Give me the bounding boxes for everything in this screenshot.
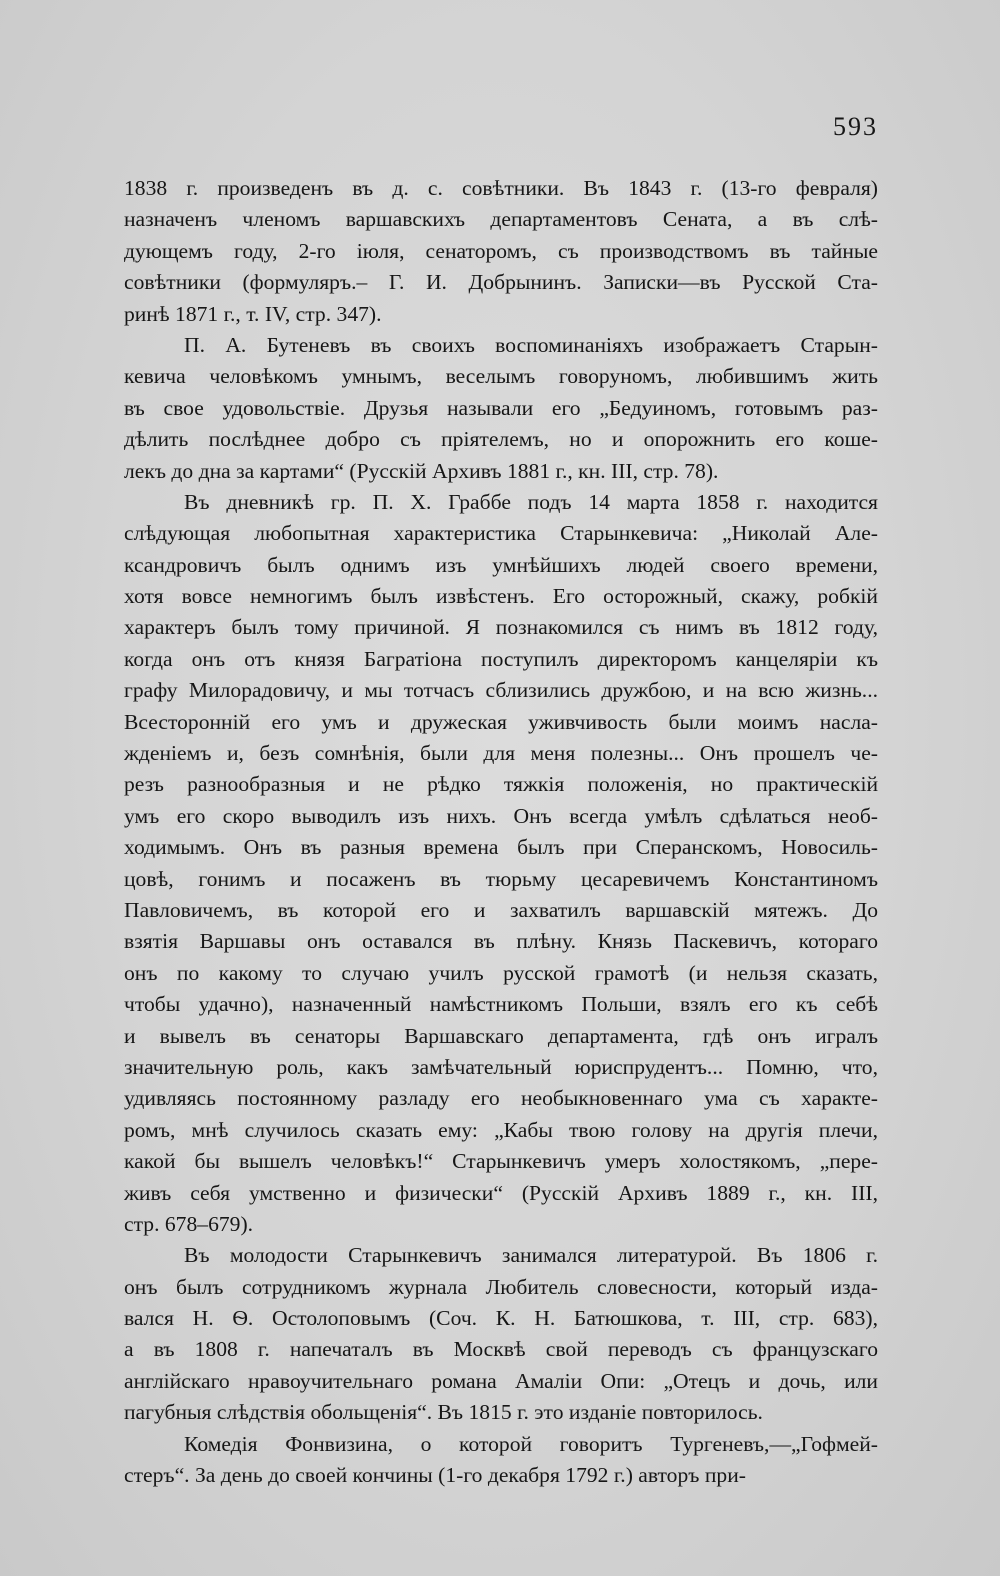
text-line: онъ былъ сотрудникомъ журнала Любитель словесности, который изда-	[124, 1274, 878, 1299]
paragraph	[124, 487, 878, 1240]
text-line: стеръ“. За день до своей кончины (1-го декабря 1792 г.) авторъ при-	[124, 1463, 746, 1488]
text-line: какой бы вышелъ человѣкъ!“ Старынкевичъ умеръ холостякомъ, „пере-	[124, 1149, 878, 1174]
text-line: взятія Варшавы онъ оставался въ плѣну. Князь Паскевичъ, котораго	[124, 929, 878, 954]
text-line: въ свое удовольствіе. Друзья называли его „Бедуиномъ, готовымъ раз-	[124, 395, 878, 420]
text-line: Комедія Фонвизина, о которой говоритъ Тургеневъ,—„Гофмей-	[184, 1431, 878, 1456]
text-line: стр. 678–679).	[124, 1211, 254, 1236]
text-line: Всесторонній его умъ и дружеская уживчивость были моимъ насла-	[124, 709, 878, 734]
text-line: ксандровичъ былъ однимъ изъ умнѣйшихъ людей своего времени,	[124, 552, 878, 577]
text-line: удивляясь постоянному разладу его необыкновеннаго ума съ характе-	[124, 1086, 878, 1111]
text-line: когда онъ отъ князя Багратіона поступилъ директоромъ канцеляріи къ	[124, 646, 878, 671]
paragraph	[124, 1240, 878, 1428]
text-line: дующемъ году, 2-го іюля, сенаторомъ, съ производствомъ въ тайные	[124, 238, 878, 263]
text-line: кевича человѣкомъ умнымъ, веселымъ говоруномъ, любившимъ жить	[124, 364, 878, 389]
paragraph	[124, 330, 878, 487]
text-line: Въ дневникѣ гр. П. Х. Граббе подъ 14 марта 1858 г. находится	[184, 489, 878, 514]
text-line: а въ 1808 г. напечаталъ въ Москвѣ свой переводъ съ французскаго	[124, 1337, 878, 1362]
text-line: 1838 г. произведенъ въ д. с. совѣтники. Въ 1843 г. (13-го февраля)	[124, 176, 878, 200]
text-line: П. А. Бутеневъ въ своихъ воспоминаніяхъ изображаетъ Старын-	[184, 332, 878, 357]
paragraph	[124, 173, 878, 330]
text-line: Въ молодости Старынкевичъ занимался литературой. Въ 1806 г.	[184, 1243, 878, 1268]
text-line: пагубныя слѣдствія обольщенія“. Въ 1815 г. это изданіе повторилось.	[124, 1400, 763, 1425]
page-number: 593	[833, 112, 878, 141]
body-text	[124, 173, 878, 1491]
text-line: совѣтники (формуляръ.– Г. И. Добрынинъ. Записки—въ Русской Ста-	[124, 270, 878, 295]
text-line: лекъ до дна за картами“ (Русскій Архивъ 1881 г., кн. III, стр. 78).	[124, 458, 719, 483]
text-line: англійскаго нравоучительнаго романа Амаліи Опи: „Отецъ и дочь, или	[124, 1368, 878, 1393]
text-line: ринѣ 1871 г., т. IV, стр. 347).	[124, 301, 382, 326]
text-line: чтобы удачно), назначенный намѣстникомъ Польши, взялъ его къ себѣ	[124, 992, 878, 1017]
text-line: жденіемъ и, безъ сомнѣнія, были для меня полезны... Онъ прошелъ че-	[124, 741, 878, 766]
text-line: хотя вовсе немногимъ былъ извѣстенъ. Его осторожный, скажу, робкій	[124, 584, 878, 609]
text-line: слѣдующая любопытная характеристика Старынкевича: „Николай Але-	[124, 521, 878, 546]
text-line: дѣлить послѣднее добро съ пріятелемъ, но и опорожнить его коше-	[124, 427, 878, 452]
text-line: и вывелъ въ сенаторы Варшавскаго департамента, гдѣ онъ игралъ	[124, 1023, 878, 1048]
text-line: назначенъ членомъ варшавскихъ департаментовъ Сената, а въ слѣ-	[124, 207, 878, 232]
text-line: ходимымъ. Онъ въ разныя времена былъ при Сперанскомъ, Новосиль-	[124, 835, 878, 860]
text-line: онъ по какому то случаю училъ русской грамотѣ (и нельзя сказать,	[124, 960, 878, 985]
text-line: резъ разнообразныя и не рѣдко тяжкія положенія, но практическій	[124, 772, 878, 797]
text-line: живъ себя умственно и физически“ (Русскій Архивъ 1889 г., кн. III,	[124, 1180, 878, 1205]
text-line: характеръ былъ тому причиной. Я познакомился съ нимъ въ 1812 году,	[124, 615, 878, 640]
text-line: вался Н. Ѳ. Остолоповымъ (Соч. К. Н. Батюшкова, т. III, стр. 683),	[124, 1306, 878, 1331]
text-line: значительную роль, какъ замѣчательный юриспрудентъ... Помню, что,	[124, 1054, 878, 1079]
text-line: графу Милорадовичу, и мы тотчасъ сблизились дружбою, и на всю жизнь...	[124, 678, 878, 703]
text-line: умъ его скоро выводилъ изъ нихъ. Онъ всегда умѣлъ сдѣлаться необ-	[124, 803, 878, 828]
paragraph	[124, 1429, 878, 1492]
text-line: Павловичемъ, въ которой его и захватилъ варшавскій мятежъ. До	[124, 897, 878, 922]
text-line: цовѣ, гонимъ и посаженъ въ тюрьму цесаревичемъ Константиномъ	[124, 866, 878, 891]
text-line: ромъ, мнѣ случилось сказать ему: „Кабы твою голову на другія плечи,	[124, 1117, 878, 1142]
